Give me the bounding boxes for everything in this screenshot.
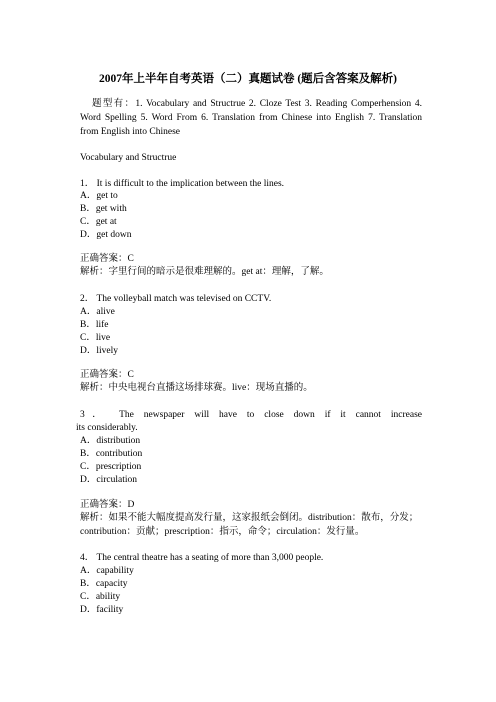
question-2-option-b: B．life — [80, 320, 109, 330]
question-1-stem: 1． It is difficult to the implication between the lines. — [80, 179, 285, 189]
question-4-stem: 4． The central theatre has a seating of more than 3,000 people. — [80, 553, 324, 563]
question-3-stem-line2: its considerably. — [76, 423, 138, 433]
question-4-option-d: D．facility — [80, 605, 124, 615]
question-1-answer: 正确答案：C — [80, 254, 134, 264]
question-3-option-c: C．prescription — [80, 462, 142, 472]
question-4-option-a: A．capability — [80, 566, 134, 576]
question-2-answer: 正确答案：C — [80, 370, 134, 380]
question-3-stem-line1: 3． The newspaper will have to close down if it cannot increase — [80, 410, 422, 420]
question-2-option-d: D．lively — [80, 346, 118, 356]
question-1-option-d: D．get down — [80, 230, 132, 240]
question-2-option-c: C．live — [80, 333, 111, 343]
section-heading: Vocabulary and Structrue — [80, 153, 177, 163]
question-3-option-b: B．contribution — [80, 449, 143, 459]
question-3-option-a: A．distribution — [80, 436, 141, 446]
question-2-option-a: A．alive — [80, 307, 115, 317]
question-3-explanation: 解析：如果不能大幅度提高发行量，这家报纸会倒闭。distribution：散布，分发；contribution：贡献；prescription：指示，命令；circulation：发行量。 — [80, 513, 419, 537]
question-1-option-b: B．get with — [80, 204, 127, 214]
question-3-answer: 正确答案：D — [80, 500, 135, 510]
question-4-option-c: C．ability — [80, 592, 121, 602]
question-1-option-a: A．get to — [80, 191, 118, 201]
question-1-explanation: 解析：字里行间的暗示是很难理解的。get at：理解，了解。 — [80, 267, 329, 277]
page-title: 2007年上半年自考英语（二）真题试卷 (题后含答案及解析) — [98, 73, 398, 85]
question-2-stem: 2． The volleyball match was televised on CCTV. — [80, 294, 272, 304]
question-4-option-b: B．capacity — [80, 579, 128, 589]
intro-paragraph: 题型有：1. Vocabulary and Structrue 2. Cloze Test 3. Reading Comperhension 4. Word Spelling 5. Word From 6. Translation from Chinese into English 7. Translation from English into Chinese — [80, 99, 422, 137]
question-1-option-c: C．get at — [80, 217, 117, 227]
question-3-option-d: D．circulation — [80, 475, 137, 485]
question-2-explanation: 解析：中央电视台直播这场排球赛。live：现场直播的。 — [80, 383, 313, 393]
